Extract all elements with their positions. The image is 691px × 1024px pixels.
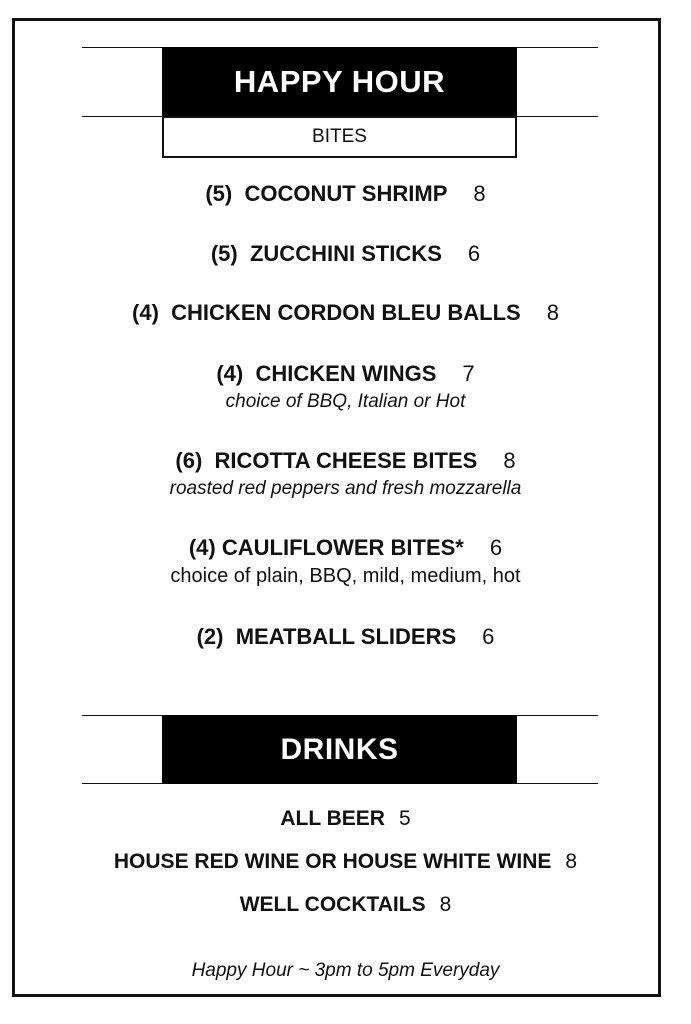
bite-quantity: (4) [216, 361, 244, 386]
bite-item [0, 535, 691, 588]
drink-item [0, 893, 691, 917]
bite-item [0, 181, 691, 207]
bite-description: choice of plain, BBQ, mild, medium, hot [170, 565, 521, 587]
drink-price: 8 [439, 893, 452, 916]
bite-price: 8 [473, 181, 486, 206]
bite-quantity: (4) [132, 300, 159, 325]
bite-price: 7 [462, 361, 475, 386]
drink-item [0, 807, 691, 831]
bite-name: ZUCCHINI STICKS [249, 241, 442, 266]
bite-item [0, 624, 691, 650]
bite-price: 8 [546, 300, 559, 325]
bite-item [0, 300, 691, 326]
bite-quantity: (4) [188, 535, 216, 560]
happy-hour-times-note: Happy Hour ~ 3pm to 5pm Everyday [191, 960, 500, 981]
bite-quantity: (6) [175, 448, 203, 473]
drink-price: 5 [398, 807, 411, 830]
bite-price: 8 [503, 448, 516, 473]
bite-quantity: (5) [210, 241, 238, 266]
bite-name: CHICKEN CORDON BLEU BALLS [171, 300, 521, 325]
drink-item [0, 850, 691, 874]
bite-name: CHICKEN WINGS [255, 361, 437, 386]
bite-price: 6 [489, 535, 503, 560]
bites-subtitle: BITES [162, 116, 517, 158]
bite-description: roasted red peppers and fresh mozzarella [169, 478, 522, 499]
bite-item [0, 361, 691, 413]
bite-item [0, 241, 691, 267]
drinks-title: DRINKS [162, 715, 517, 784]
bite-name: COCONUT SHRIMP [244, 181, 448, 206]
bite-description: choice of BBQ, Italian or Hot [225, 391, 466, 412]
bite-name: CAULIFLOWER BITES* [221, 535, 464, 560]
bite-item [0, 448, 691, 500]
bite-name: RICOTTA CHEESE BITES [214, 448, 478, 473]
bite-name: MEATBALL SLIDERS [235, 624, 457, 649]
bite-price: 6 [482, 624, 495, 649]
bite-quantity: (5) [205, 181, 233, 206]
drink-name: ALL BEER [280, 807, 385, 830]
bite-quantity: (2) [196, 624, 224, 649]
happy-hour-title: HAPPY HOUR [162, 47, 517, 117]
drink-name: HOUSE RED WINE OR HOUSE WHITE WINE [113, 850, 552, 873]
drink-price: 8 [565, 850, 578, 873]
bite-price: 6 [467, 241, 481, 266]
drink-name: WELL COCKTAILS [239, 893, 426, 916]
